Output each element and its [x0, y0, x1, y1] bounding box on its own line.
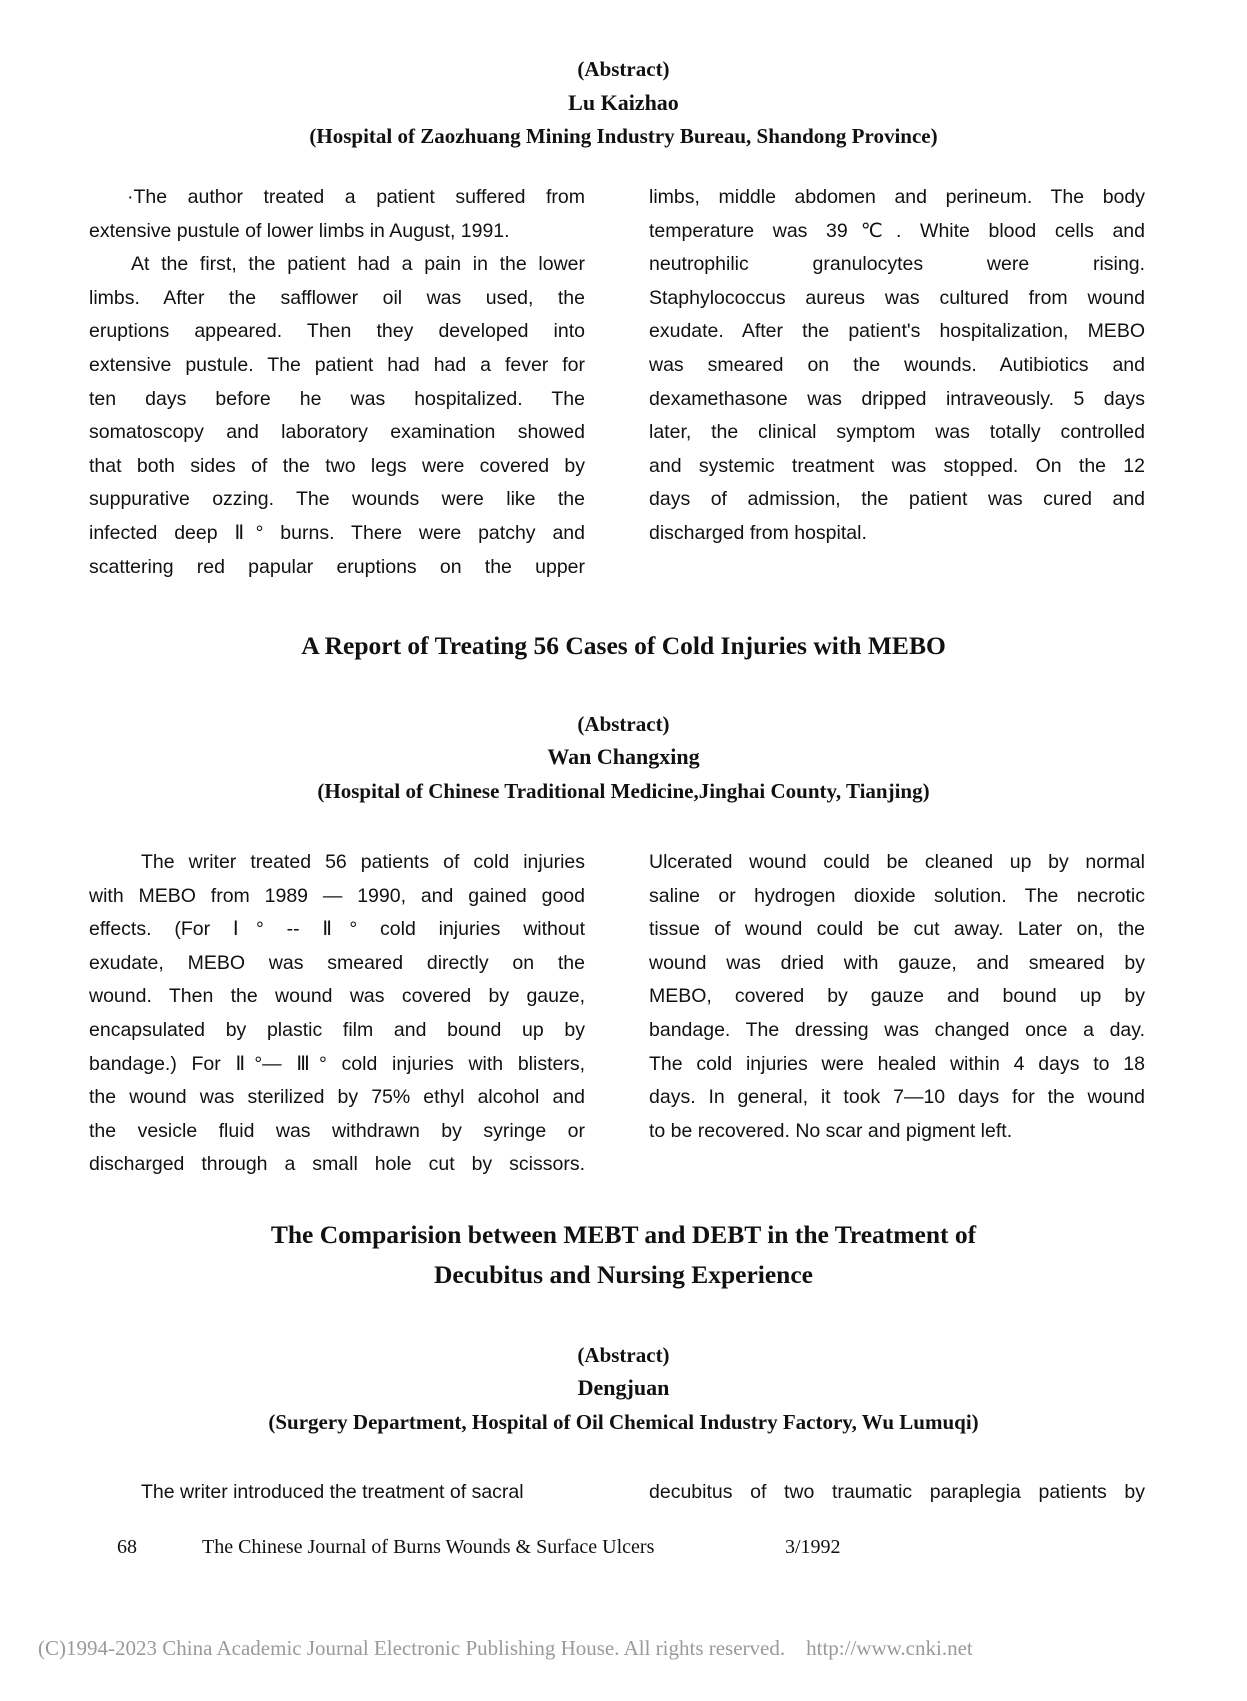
- text-line: and systemic treatment was stopped. On the 12: [649, 454, 1145, 477]
- text-line: extensive pustule of lower limbs in August, 1991.: [89, 219, 510, 242]
- text-line: was smeared on the wounds. Autibiotics and: [649, 353, 1145, 376]
- text-line: extensive pustule. The patient had had a fever for: [89, 353, 585, 376]
- text-line: suppurative ozzing. The wounds were like the: [89, 488, 585, 511]
- text-line: neutrophilic granulocytes were rising.: [649, 253, 1145, 276]
- text-line: exudate, MEBO was smeared directly on the: [89, 951, 585, 974]
- article2-left-column: [89, 846, 585, 1182]
- text-line: wound. Then the wound was covered by gauze,: [89, 985, 585, 1008]
- article3-author: Dengjuan: [577, 1375, 670, 1400]
- article1-author: Lu Kaizhao: [568, 90, 679, 115]
- article1-affiliation: (Hospital of Zaozhuang Mining Industry Bureau, Shandong Province): [309, 124, 938, 148]
- article2-title: A Report of Treating 56 Cases of Cold Injuries with MEBO: [301, 631, 946, 660]
- text-line: Ulcerated wound could be cleaned up by normal: [649, 851, 1145, 873]
- text-line: eruptions appeared. Then they developed into: [89, 320, 585, 343]
- text-line: discharged from hospital.: [649, 521, 867, 544]
- text-line: to be recovered. No scar and pigment left.: [649, 1119, 1013, 1142]
- text-line: ten days before he was hospitalized. The: [89, 387, 585, 410]
- article1-abstract-label: (Abstract): [577, 57, 670, 81]
- text-line: saline or hydrogen dioxide solution. The necrotic: [649, 884, 1145, 907]
- article3-title-line1: The Comparision between MEBT and DEBT in the Treatment of: [270, 1220, 977, 1249]
- text-line: tissue of wound could be cut away. Later on, the: [649, 918, 1145, 941]
- article3-left-column: [89, 1476, 585, 1510]
- text-line: scattering red papular eruptions on the upper: [89, 555, 585, 578]
- article2-right-column: [649, 846, 1145, 1148]
- text-line: somatoscopy and laboratory examination showed: [89, 421, 585, 444]
- text-line: The writer treated 56 patients of cold injuries: [141, 851, 585, 873]
- text-line: exudate. After the patient's hospitalization, MEBO: [649, 320, 1145, 343]
- article3-title-line2: Decubitus and Nursing Experience: [434, 1260, 813, 1289]
- issue-number: 3/1992: [785, 1536, 841, 1558]
- article1-right-column: [649, 181, 1145, 551]
- text-line: ·The author treated a patient suffered from: [127, 186, 585, 208]
- text-line: limbs. After the safflower oil was used, the: [89, 286, 585, 309]
- text-line: the wound was sterilized by 75% ethyl alcohol and: [89, 1086, 585, 1109]
- text-line: Staphylococcus aureus was cultured from wound: [649, 286, 1145, 309]
- text-line: limbs, middle abdomen and perineum. The body: [649, 186, 1145, 208]
- copyright-notice: (C)1994-2023 China Academic Journal Electronic Publishing House. All rights reserved. http://www.cnki.net: [38, 1636, 973, 1660]
- text-line: days of admission, the patient was cured and: [649, 488, 1145, 511]
- text-line: decubitus of two traumatic paraplegia patients by: [649, 1481, 1145, 1503]
- text-line: dexamethasone was dripped intraveously. 5 days: [649, 387, 1145, 410]
- text-line: with MEBO from 1989 — 1990, and gained good: [89, 884, 585, 907]
- page-number: 68: [117, 1536, 137, 1558]
- article2-affiliation: (Hospital of Chinese Traditional Medicine,Jinghai County, Tianjing): [317, 779, 930, 803]
- text-line: temperature was 39℃. White blood cells and: [649, 219, 1145, 242]
- article3-affiliation: (Surgery Department, Hospital of Oil Chemical Industry Factory, Wu Lumuqi): [268, 1410, 979, 1434]
- text-line: days. In general, it took 7—10 days for the wound: [649, 1086, 1145, 1109]
- article3-right-column: [649, 1476, 1145, 1510]
- text-line: At the first, the patient had a pain in the lower: [131, 253, 585, 276]
- text-line: encapsulated by plastic film and bound up by: [89, 1018, 585, 1041]
- text-line: The cold injuries were healed within 4 days to 18: [649, 1052, 1145, 1075]
- text-line: infected deep Ⅱ° burns. There were patchy and: [89, 521, 585, 544]
- text-line: bandage. The dressing was changed once a day.: [649, 1018, 1145, 1041]
- article2-author: Wan Changxing: [547, 744, 700, 769]
- text-line: discharged through a small hole cut by scissors.: [89, 1153, 585, 1176]
- article1-left-column: [89, 181, 585, 584]
- text-line: bandage.) For Ⅱ°— Ⅲ° cold injuries with blisters,: [89, 1052, 585, 1075]
- journal-name: The Chinese Journal of Burns Wounds & Surface Ulcers: [202, 1536, 655, 1558]
- text-line: the vesicle fluid was withdrawn by syringe or: [89, 1119, 585, 1142]
- text-line: MEBO, covered by gauze and bound up by: [649, 985, 1145, 1008]
- article3-abstract-label: (Abstract): [577, 1343, 670, 1367]
- text-line: later, the clinical symptom was totally controlled: [649, 421, 1145, 444]
- article2-abstract-label: (Abstract): [577, 712, 670, 736]
- text-line: wound was dried with gauze, and smeared by: [649, 951, 1145, 974]
- text-line: effects. (For Ⅰ° -- Ⅱ° cold injuries without: [89, 918, 585, 941]
- text-line: The writer introduced the treatment of sacral: [141, 1481, 524, 1503]
- text-line: that both sides of the two legs were covered by: [89, 454, 585, 477]
